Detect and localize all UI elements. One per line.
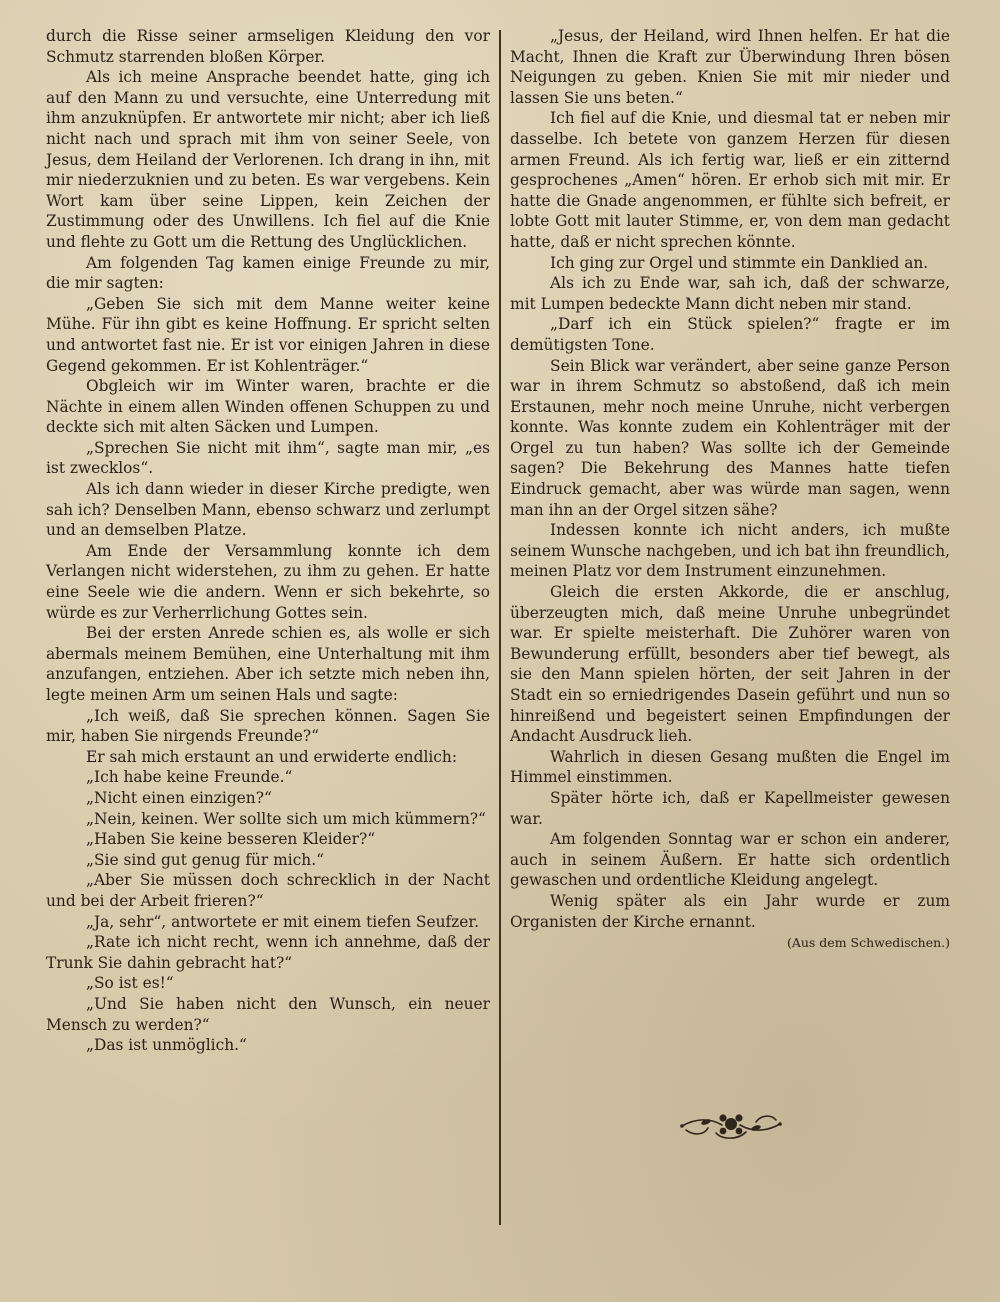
paragraph: „Und Sie haben nicht den Wunsch, ein neuer Mensch zu werden?“ bbox=[46, 994, 490, 1034]
paragraph: „Nein, keinen. Wer sollte sich um mich kümmern?“ bbox=[86, 809, 486, 828]
paragraph: Gleich die ersten Akkorde, die er anschlug, überzeugten mich, daß meine Unruhe unbegründet war. Er spielte meisterhaft. Die Zuhörer waren von Bewunderung erfüllt, besonders aber tief bewegt, als sie den Mann spielen hörten, der seit Jahren in der Stadt ein so erniedrigendes Dasein geführt und nun so hinreißend und begeistert seinen Empfindungen der Andacht Ausdruck lieh. bbox=[510, 583, 950, 746]
paragraph: Am folgenden Sonntag war er schon ein anderer, auch in seinem Äußern. Er hatte sich ordentlich gewaschen und ordentliche Kleidung angelegt. bbox=[510, 830, 950, 890]
paragraph: Als ich meine Ansprache beendet hatte, ging ich auf den Mann zu und versuchte, eine Unterredung mit ihm anzuknüpfen. Er antwortete mir nicht; aber ich ließ nicht nach und sprach mit ihm von seiner Seele, von Jesus, dem Heiland der Verlorenen. Ich drang in ihn, mit mir niederzuknien und zu beten. Es war vergebens. Kein Wort kam über seine Lippen, kein Zeichen der Zustimmung oder des Unwillens. Ich fiel auf die Knie und flehte zu Gott um die Rettung des Unglücklichen. bbox=[46, 68, 490, 251]
paragraph: Obgleich wir im Winter waren, brachte er die Nächte in einem allen Winden offenen Schuppen zu und deckte sich mit alten Säcken und Lumpen. bbox=[46, 377, 490, 437]
paragraph: Ich ging zur Orgel und stimmte ein Danklied an. bbox=[550, 253, 929, 272]
paragraph: Ich fiel auf die Knie, und diesmal tat er neben mir dasselbe. Ich betete von ganzem Herzen für diesen armen Freund. Als ich fertig war, ließ er ein zitternd gesprochenes „Amen“ hören. Er erhob sich mit mir. Er hatte die Gnade angenommen, er fühlte sich befreit, er lobte Gott mit lauter Stimme, er, von dem man gedacht hatte, daß er nicht sprechen könnte. bbox=[510, 109, 950, 251]
paragraph: Bei der ersten Anrede schien es, als wolle er sich abermals meinem Bemühen, eine Unterhaltung mit ihm anzufangen, entziehen. Aber ich setzte mich neben ihn, legte meinen Arm um seinen Hals und sagte: bbox=[46, 624, 490, 704]
paragraph: „Sprechen Sie nicht mit ihm“, sagte man mir, „es ist zwecklos“. bbox=[46, 438, 490, 478]
paragraph: Indessen konnte ich nicht anders, ich mußte seinem Wunsche nachgeben, und ich bat ihn freundlich, meinen Platz vor dem Instrument einzunehmen. bbox=[510, 521, 950, 581]
paragraph: „Darf ich ein Stück spielen?“ fragte er im demütigsten Tone. bbox=[510, 315, 950, 354]
paragraph: „Haben Sie keine besseren Kleider?“ bbox=[86, 830, 376, 849]
paragraph: Als ich dann wieder in dieser Kirche predigte, wen sah ich? Denselben Mann, ebenso schwarz und zerlumpt und an demselben Platze. bbox=[46, 480, 490, 540]
paragraph: Sein Blick war verändert, aber seine ganze Person war in ihrem Schmutz so abstoßend, daß ich mein Erstaunen, mehr noch meine Unruhe, nicht verbergen konnte. Was konnte zudem ein Kohlenträger mit der Orgel zu tun haben? Was sollte ich der Gemeinde sagen? Die Bekehrung des Mannes hatte tiefen Eindruck gemacht, aber was würde man sagen, wenn man ihn an der Orgel sitzen sähe? bbox=[510, 356, 950, 519]
floral-vignette-icon bbox=[676, 1100, 786, 1150]
paragraph: Er sah mich erstaunt an und erwiderte endlich: bbox=[86, 747, 458, 766]
paragraph: Als ich zu Ende war, sah ich, daß der schwarze, mit Lumpen bedeckte Mann dicht neben mir stand. bbox=[510, 274, 950, 313]
paragraph: „Ich weiß, daß Sie sprechen können. Sagen Sie mir, haben Sie nirgends Freunde?“ bbox=[46, 706, 490, 746]
right-column-paragraphs bbox=[510, 26, 950, 932]
paragraph: „Nicht einen einzigen?“ bbox=[86, 788, 272, 807]
paragraph: Am Ende der Versammlung konnte ich dem Verlangen nicht widerstehen, zu ihm zu gehen. Er hatte eine Seele wie die andern. Wenn er sich bekehrte, so würde es zur Verherrlichung Gottes sein. bbox=[46, 541, 490, 622]
paragraph: Später hörte ich, daß er Kapellmeister gewesen war. bbox=[510, 788, 950, 828]
left-column bbox=[46, 26, 490, 1056]
paragraph: „Jesus, der Heiland, wird Ihnen helfen. Er hat die Macht, Ihnen die Kraft zur Überwindung Ihren bösen Neigungen zu geben. Knien Sie mit mir nieder und lassen Sie uns beten.“ bbox=[510, 27, 950, 107]
paragraph: „Geben Sie sich mit dem Manne weiter keine Mühe. Für ihn gibt es keine Hoffnung. Er spricht selten und antwortet fast nie. Er ist vor einigen Jahren in diese Gegend gekommen. Er ist Kohlenträger.“ bbox=[46, 294, 490, 375]
source-note: (Aus dem Schwedischen.) bbox=[786, 935, 950, 951]
paragraph: „Das ist unmöglich.“ bbox=[86, 1036, 247, 1055]
column-divider bbox=[499, 30, 501, 1225]
paragraph: „Rate ich nicht recht, wenn ich annehme, daß der Trunk Sie dahin gebracht hat?“ bbox=[46, 933, 490, 972]
paragraph: Am folgenden Tag kamen einige Freunde zu mir, die mir sagten: bbox=[46, 253, 490, 293]
paragraph: „Ich habe keine Freunde.“ bbox=[86, 768, 293, 787]
paragraph: „So ist es!“ bbox=[86, 974, 174, 993]
paragraph: Wenig später als ein Jahr wurde er zum Organisten der Kirche ernannt. bbox=[510, 891, 950, 931]
paragraph: Wahrlich in diesen Gesang mußten die Engel im Himmel einstimmen. bbox=[510, 747, 950, 787]
paragraph: „Ja, sehr“, antwortete er mit einem tiefen Seufzer. bbox=[86, 912, 479, 931]
paragraph: „Aber Sie müssen doch schrecklich in der Nacht und bei der Arbeit frieren?“ bbox=[46, 871, 490, 910]
right-column bbox=[510, 26, 950, 952]
paragraph: durch die Risse seiner armseligen Kleidung den vor Schmutz starrenden bloßen Körper. bbox=[46, 27, 490, 66]
paragraph: „Sie sind gut genug für mich.“ bbox=[86, 850, 324, 869]
